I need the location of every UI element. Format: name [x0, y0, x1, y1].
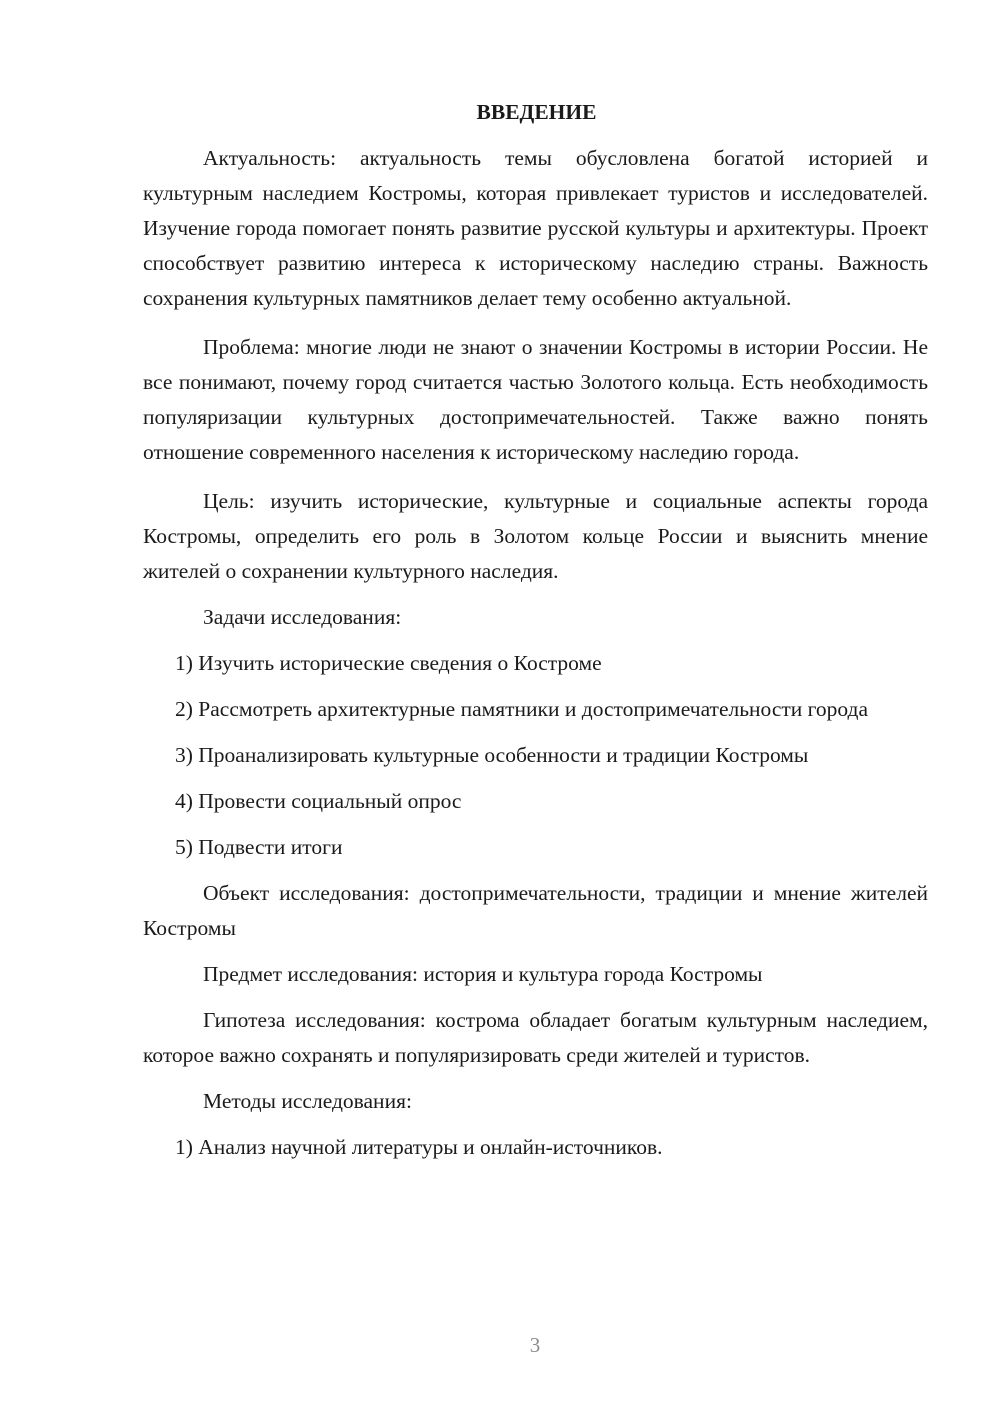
relevance-paragraph: Актуальность: актуальность темы обусловлена богатой историей и культурным наследием Костромы, которая привлекает туристов и исследователей. Изучение города помогает понять развитие русской культуры и архитектуры. Проект способствует развитию интереса к историческому наследию страны. Важность сохранения культурных памятников делает тему особенно актуальной.	[143, 146, 928, 310]
task-item-1: 1) Изучить исторические сведения о Костроме	[175, 651, 602, 675]
task-item-2: 2) Рассмотреть архитектурные памятники и достопримечательности города	[175, 697, 869, 721]
methods-heading: Методы исследования:	[203, 1089, 412, 1113]
goal-paragraph: Цель: изучить исторические, культурные и социальные аспекты города Костромы, определить его роль в Золотом кольце России и выяснить мнение жителей о сохранении культурного наследия.	[143, 489, 928, 583]
hypothesis-paragraph: Гипотеза исследования: кострома обладает богатым культурным наследием, которое важно сохранять и популяризировать среди жителей и туристов.	[143, 1008, 928, 1067]
method-item-1: 1) Анализ научной литературы и онлайн-источников.	[175, 1135, 663, 1159]
task-item-5: 5) Подвести итоги	[175, 835, 343, 859]
document-page	[143, 95, 928, 1165]
page-title: ВВЕДЕНИЕ	[476, 100, 597, 124]
task-item-3: 3) Проанализировать культурные особенности и традиции Костромы	[175, 743, 809, 767]
subject-paragraph: Предмет исследования: история и культура города Костромы	[203, 962, 763, 986]
problem-paragraph: Проблема: многие люди не знают о значении Костромы в истории России. Не все понимают, почему город считается частью Золотого кольца. Есть необходимость популяризации культурных достопримечательностей. Также важно понять отношение современного населения к историческому наследию города.	[143, 335, 928, 464]
task-item-4: 4) Провести социальный опрос	[175, 789, 462, 813]
tasks-heading: Задачи исследования:	[203, 605, 402, 629]
object-paragraph: Объект исследования: достопримечательности, традиции и мнение жителей Костромы	[143, 881, 928, 940]
page-number: 3	[529, 1333, 541, 1357]
